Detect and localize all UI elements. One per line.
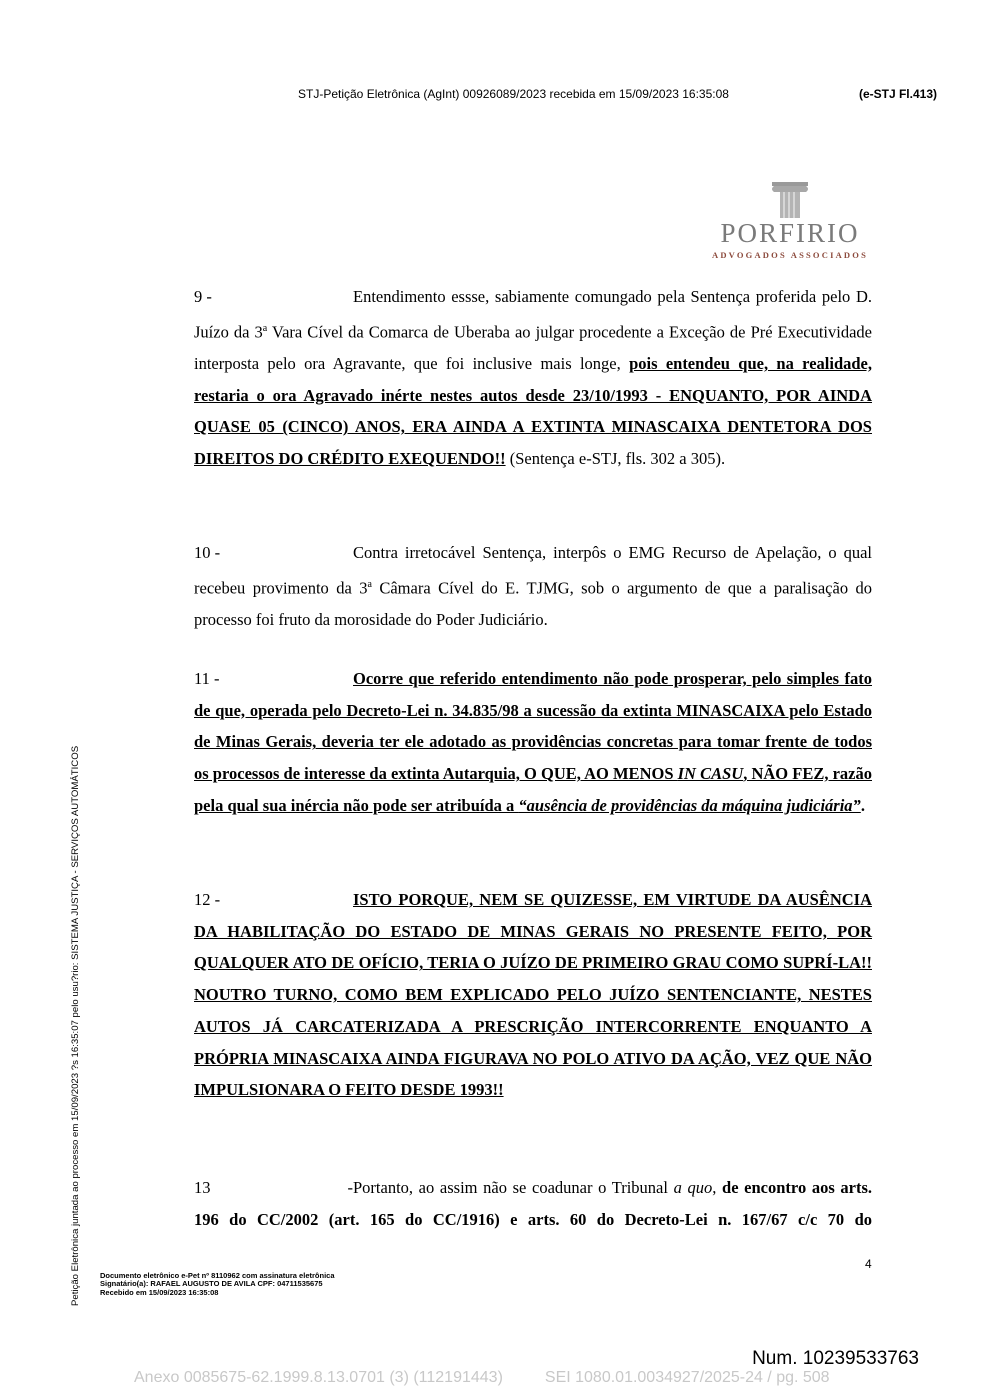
emphasis-text: Ocorre que referido entendimento não pode prosperar, pelo simples fato de que, operada pelo Decreto-Lei n. 34.835/98 a sucessão da extinta MINASCAIXA pelo Estado de Minas Gerais, deveria ter ele adotado as providências concretas para tomar frente de todos os processos de interesse da extinta Autarquia, O QUE, AO MENOS (194, 669, 872, 784)
paragraph-text: Entendimento essse, sabiamente comungado pela Sentença proferida pelo D. Juízo da 3 (194, 287, 872, 342)
paragraph-number: 10 - (194, 543, 221, 562)
logo-name: PORFIRIO (720, 218, 860, 248)
header-text: STJ-Petição Eletrônica (AgInt) 00926089/2023 recebida em 15/09/2023 16:35:08 (298, 87, 729, 101)
page-folio: (e-STJ Fl.413) (858, 87, 937, 101)
page-number: 4 (865, 1257, 872, 1271)
paragraph-text: Câmara Cível do E. TJMG, sob o argumento de que a paralisação do processo foi fruto da morosidade do Poder Judiciário. (194, 578, 872, 629)
logo-subtitle: ADVOGADOS ASSOCIADOS (711, 250, 868, 260)
superscript: a (367, 578, 372, 590)
paragraph-12 (194, 884, 872, 1106)
emphasis-text: pois entendeu que, na realidade, restaria o ora Agravado inérte nestes autos desde 23/10/1993 - ENQUANTO, POR AINDA QUASE 05 (CINCO) ANOS, ERA AINDA A EXTINTA MINASCAIXA DENTETORA DOS DIREITOS DO CRÉDITO EXEQUENDO!! (194, 353, 873, 469)
paragraph-text: Vara Cível da Comarca de Uberaba ao julgar procedente a Exceção de Pré Executividade interposta pelo ora Agravante, que foi inclusive mais longe, (194, 322, 872, 373)
annex-footer (134, 1369, 830, 1387)
superscript: a (262, 322, 268, 334)
annex-reference: Anexo 0085675-62.1999.8.13.0701 (3) (112191443) (134, 1369, 503, 1386)
paragraph-text: Portanto, ao assim não se coadunar o Tribunal (353, 1178, 674, 1197)
paragraph-text: Contra irretocável Sentença, interpôs o EMG Recurso de Apelação, o qual recebeu provimento da 3 (194, 543, 872, 598)
bold-text: de encontro aos arts. 196 do CC/2002 (art. 165 do CC/1916) e arts. 60 do Decreto-Lei n. 167/67 c/c 70 do (194, 1178, 873, 1229)
period: . (860, 795, 865, 815)
pillar-icon (766, 180, 814, 220)
vertical-filing-note: Petição Eletrônica juntada ao processo em 15/09/2023 ?s 16:35:07 pelo usu?rio: SISTEMA JUSTIÇA - SERVIÇOS AUTOMÁTICOS (70, 745, 81, 1306)
signature-block (100, 1272, 335, 1297)
signature-line: Documento eletrônico e-Pet nº 8110962 com assinatura eletrônica (100, 1271, 335, 1280)
signature-line: Recebido em 15/09/2023 16:35:08 (100, 1287, 219, 1297)
paragraph-9 (194, 281, 872, 475)
paragraph-11 (194, 663, 872, 822)
signature-line: Signatário(a): RAFAEL AUGUSTO DE AVILA CPF: 04711535675 (100, 1279, 323, 1289)
sei-reference: SEI 1080.01.0034927/2025-24 / pg. 508 (544, 1369, 830, 1386)
paragraph-number: 13 - (194, 1178, 353, 1197)
firm-logo (700, 180, 880, 260)
italic-text: a quo (673, 1178, 713, 1197)
paragraph-number: 9 - (194, 287, 212, 306)
emphasis-text: , NÃO FEZ, razão pela qual sua inércia não pode ser atribuída a (194, 764, 872, 815)
paragraph-10 (194, 537, 872, 636)
quote-text: “ausência de providências da máquina judiciária” (518, 795, 861, 815)
paragraph-text: , (712, 1178, 723, 1197)
document-number: Num. 10239533763 (752, 1348, 919, 1369)
emphasis-italic: IN CASU (677, 764, 744, 784)
paragraph-number: 11 - (194, 669, 220, 688)
citation-text: (Sentença e-STJ, fls. 302 a 305). (505, 449, 726, 469)
emphasis-text: ISTO PORQUE, NEM SE QUIZESSE, EM VIRTUDE DA AUSÊNCIA DA HABILITAÇÃO DO ESTADO DE MINAS GERAIS NO PRESENTE FEITO, POR QUALQUER ATO DE OFÍCIO, TERIA O JUÍZO DE PRIMEIRO GRAU COMO SUPRÍ-LA!! NOUTRO TURNO, COMO BEM EXPLICADO PELO JUÍZO SENTENCIANTE, NESTES AUTOS JÁ CARCATERIZADA A PRESCRIÇÃO INTERCORRENTE ENQUANTO A PRÓPRIA MINASCAIXA AINDA FIGURAVA NO POLO ATIVO DA AÇÃO, VEZ QUE NÃO IMPULSIONARA O FEITO DESDE 1993!! (194, 890, 872, 1100)
paragraph-13 (194, 1172, 872, 1235)
paragraph-number: 12 - (194, 890, 221, 909)
